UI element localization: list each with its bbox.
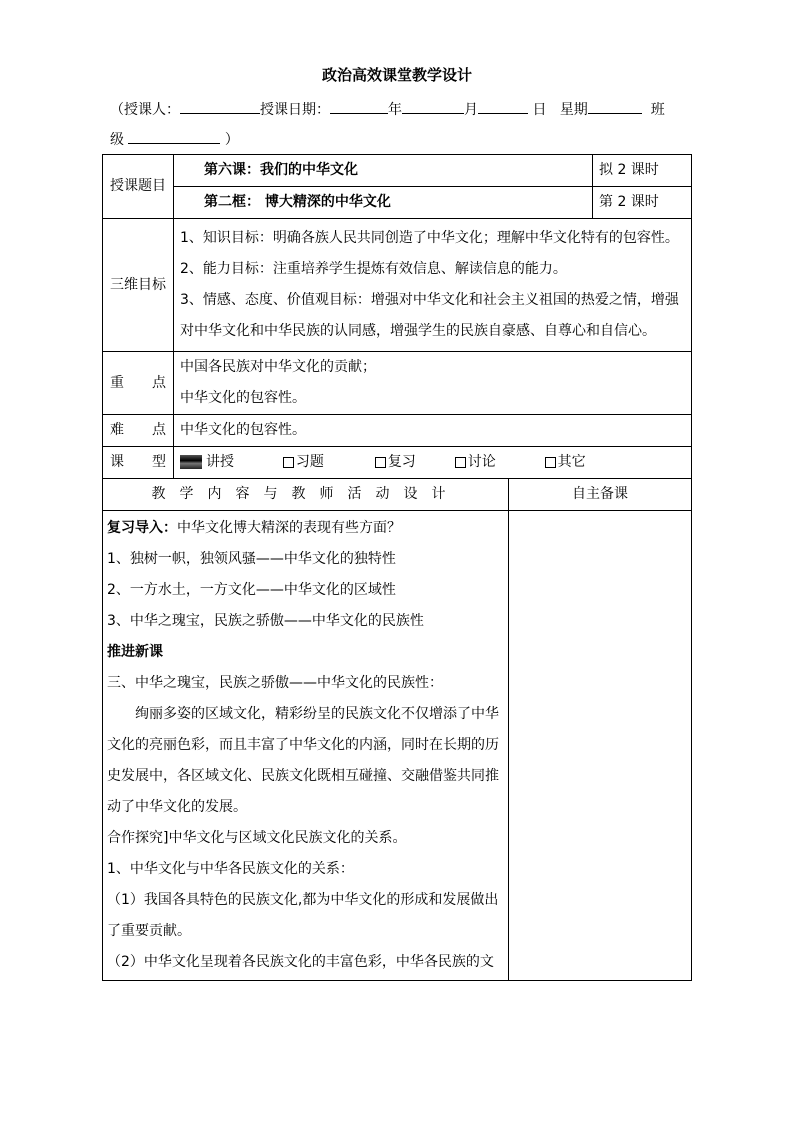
other-checkbox[interactable] xyxy=(545,457,556,468)
teacher-label: （授课人： xyxy=(110,102,180,118)
page-title: 政治高效课堂教学设计 xyxy=(321,66,472,84)
type-lecture[interactable]: 讲授 xyxy=(206,454,234,470)
date-label: 授课日期： xyxy=(260,102,330,118)
month-label: 月 xyxy=(464,102,478,118)
paragraph: 绚丽多姿的区域文化，精彩纷呈的民族文化不仅增添了中华文化的亮丽色彩，而且丰富了中华文化的内涵，同时在长期的历史发展中，各区域文化、民族文化既相互碰撞、交融借鉴共同推动了中华文化的发展。 xyxy=(107,706,499,815)
teacher-blank[interactable] xyxy=(180,99,260,114)
key-label: 重 点 xyxy=(103,352,174,415)
class-label: 班 xyxy=(650,102,665,118)
hour-index: 第 2 课时 xyxy=(593,187,692,219)
relation-line: 1、中华文化与中华各民族文化的关系： xyxy=(107,861,354,877)
year-label: 年 xyxy=(388,102,402,118)
review-intro-text: 中华文化博大精深的表现有些方面？ xyxy=(177,520,401,536)
objective-3: 3、情感、态度、价值观目标：增强对中华文化和社会主义祖国的热爱之情，增强对中华文化和中华民族的认同感，增强学生的民族自豪感、自尊心和自信心。 xyxy=(180,292,679,339)
section-title: 第二框： 博大精深的中华文化 xyxy=(174,187,593,219)
objectives-label: 三维目标 xyxy=(103,219,174,352)
class-tail-label: 级 xyxy=(110,132,124,148)
planned-hours: 拟 2 课时 xyxy=(593,155,692,187)
year-blank[interactable] xyxy=(330,99,388,114)
design-header: 教学内容与教师活动设计 xyxy=(103,479,509,511)
exercise-checkbox[interactable] xyxy=(283,457,294,468)
type-exercise[interactable]: 习题 xyxy=(295,454,324,470)
content-item-3: 3、中华之瑰宝，民族之骄傲——中华文化的民族性 xyxy=(107,613,424,629)
objective-2: 2、能力目标：注重培养学生提炼有效信息、解读信息的能力。 xyxy=(180,261,567,277)
notes-content[interactable] xyxy=(509,511,692,981)
class-blank[interactable] xyxy=(128,129,220,144)
lesson-plan-table xyxy=(102,154,692,981)
difficult-point: 中华文化的包容性。 xyxy=(174,415,692,447)
point-1: （1）我国各具特色的民族文化,都为中华文化的形成和发展做出了重要贡献。 xyxy=(107,892,499,939)
type-other[interactable]: 其它 xyxy=(557,454,586,470)
explore-line: 合作探究]中华文化与区域文化民族文化的关系。 xyxy=(107,830,407,846)
objective-1: 1、知识目标：明确各族人民共同创造了中华文化；理解中华文化特有的包容性。 xyxy=(180,230,679,246)
topic-label: 授课题目 xyxy=(103,155,174,219)
notes-header: 自主备课 xyxy=(509,479,692,511)
lesson-title: 第六课：我们的中华文化 xyxy=(174,155,593,187)
design-content xyxy=(103,511,509,981)
day-blank[interactable] xyxy=(478,99,528,114)
header-line-2 xyxy=(110,129,690,149)
key-point-2: 中华文化的包容性。 xyxy=(180,390,306,406)
header-line-1 xyxy=(110,99,690,119)
section-3-heading: 三、中华之瑰宝，民族之骄傲——中华文化的民族性： xyxy=(107,675,443,691)
weekday-label: 星期 xyxy=(559,102,588,118)
review-checkbox[interactable] xyxy=(375,457,386,468)
objectives-cell xyxy=(174,219,692,352)
key-point-1: 中国各民族对中华文化的贡献； xyxy=(180,359,376,375)
weekday-blank[interactable] xyxy=(588,99,642,114)
content-item-2: 2、一方水土，一方文化——中华文化的区域性 xyxy=(107,582,396,598)
type-discussion[interactable]: 讨论 xyxy=(467,454,496,470)
key-points-cell xyxy=(174,352,692,415)
month-blank[interactable] xyxy=(402,99,464,114)
type-options xyxy=(174,447,692,479)
discussion-checkbox[interactable] xyxy=(455,457,466,468)
new-lesson-heading: 推进新课 xyxy=(107,644,163,660)
selected-bar-icon[interactable] xyxy=(180,455,202,469)
type-label: 课 型 xyxy=(103,447,174,479)
close-paren: ） xyxy=(224,132,239,148)
day-label: 日 xyxy=(532,102,547,118)
type-review[interactable]: 复习 xyxy=(387,454,416,470)
review-intro-label: 复习导入： xyxy=(107,520,177,536)
content-item-1: 1、独树一帜，独领风骚——中华文化的独特性 xyxy=(107,551,396,567)
point-2: （2）中华文化呈现着各民族文化的丰富色彩，中华各民族的文 xyxy=(107,954,494,970)
difficult-label: 难 点 xyxy=(103,415,174,447)
